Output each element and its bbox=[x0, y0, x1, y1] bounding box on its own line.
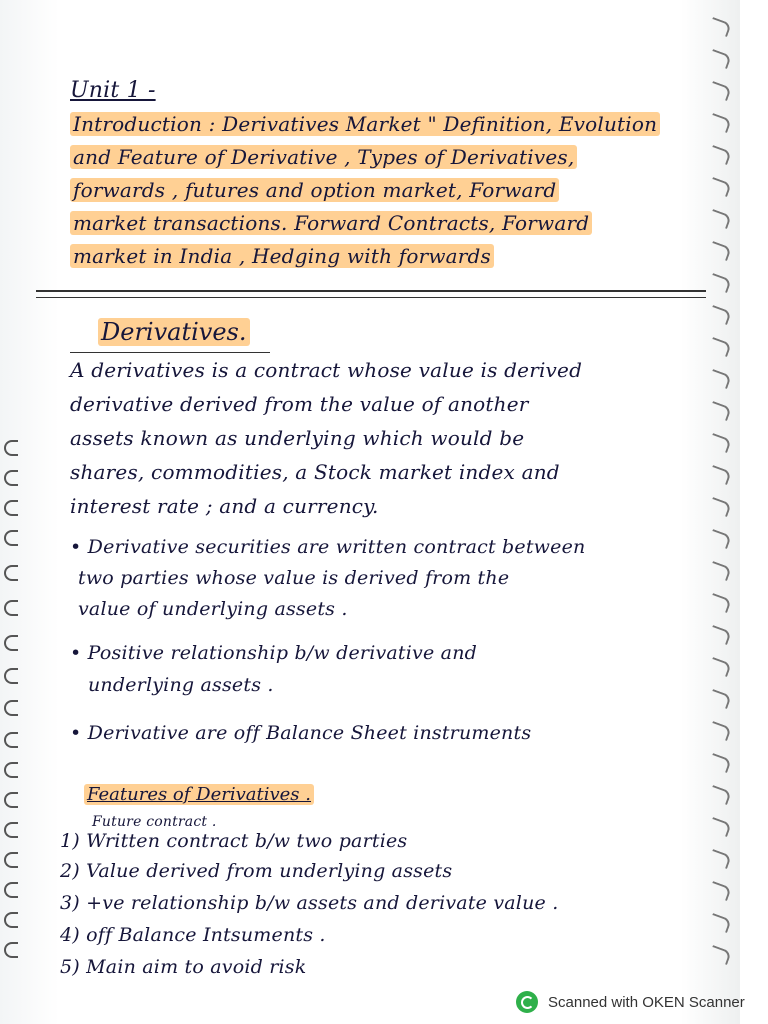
spiral-hole bbox=[708, 817, 732, 837]
intro-text: forwards , futures and option market, Forward bbox=[70, 178, 559, 202]
binding-mark bbox=[4, 942, 18, 958]
separator-line bbox=[36, 290, 706, 292]
features-note bbox=[92, 814, 217, 830]
binding-mark bbox=[4, 792, 18, 808]
spiral-hole bbox=[708, 881, 732, 901]
spiral-hole bbox=[708, 945, 732, 965]
feature-text: 3) +ve relationship b/w assets and derivate value . bbox=[60, 892, 559, 914]
spiral-hole bbox=[708, 241, 732, 261]
spiral-hole bbox=[708, 497, 732, 517]
definition-line bbox=[70, 358, 582, 382]
spiral-hole bbox=[708, 849, 732, 869]
spiral-hole bbox=[708, 305, 732, 325]
unit-title-text: Unit 1 - bbox=[70, 78, 156, 103]
definition-line bbox=[70, 460, 560, 484]
scanner-logo-icon bbox=[516, 991, 538, 1013]
feature-text: 2) Value derived from underlying assets bbox=[60, 860, 453, 882]
feature-item bbox=[60, 924, 326, 946]
spiral-hole bbox=[708, 593, 732, 613]
binding-mark bbox=[4, 500, 18, 516]
separator-line bbox=[36, 297, 706, 298]
feature-item bbox=[60, 956, 306, 978]
feature-item bbox=[60, 830, 407, 852]
spiral-hole bbox=[708, 17, 732, 37]
binding-mark bbox=[4, 882, 18, 898]
spiral-hole bbox=[708, 465, 732, 485]
bullet-line bbox=[78, 598, 348, 620]
features-note-text: Future contract . bbox=[92, 814, 217, 830]
spiral-hole bbox=[708, 913, 732, 933]
definition-text: shares, commodities, a Stock market index and bbox=[70, 460, 560, 484]
spiral-hole bbox=[708, 529, 732, 549]
spiral-hole bbox=[708, 561, 732, 581]
scanner-label: Scanned with OKEN Scanner bbox=[548, 993, 745, 1011]
spiral-hole bbox=[708, 657, 732, 677]
binding-mark bbox=[4, 732, 18, 748]
intro-line-4 bbox=[70, 211, 592, 235]
binding-mark bbox=[4, 635, 18, 651]
unit-title bbox=[70, 78, 156, 103]
definition-line bbox=[70, 494, 379, 518]
heading-underline bbox=[70, 352, 270, 353]
spiral-hole bbox=[708, 753, 732, 773]
bullet-line bbox=[88, 674, 274, 696]
intro-text: and Feature of Derivative , Types of Derivatives, bbox=[70, 145, 577, 169]
intro-text: market transactions. Forward Contracts, Forward bbox=[70, 211, 592, 235]
bullet-text: value of underlying assets . bbox=[78, 598, 348, 620]
spiral-hole bbox=[708, 689, 732, 709]
features-heading bbox=[84, 784, 314, 805]
feature-text: 5) Main aim to avoid risk bbox=[60, 956, 307, 978]
spiral-hole bbox=[708, 625, 732, 645]
feature-text: 1) Written contract b/w two parties bbox=[60, 830, 408, 852]
definition-text: derivative derived from the value of another bbox=[70, 392, 529, 416]
definition-text: assets known as underlying which would be bbox=[70, 426, 525, 450]
intro-text: Introduction : Derivatives Market " Definition, Evolution bbox=[70, 112, 660, 136]
bullet-text: • Positive relationship b/w derivative and bbox=[70, 642, 477, 664]
section-heading-text: Derivatives. bbox=[98, 318, 250, 346]
bullet-line bbox=[70, 536, 585, 558]
intro-line-1 bbox=[70, 112, 660, 136]
spiral-hole bbox=[708, 209, 732, 229]
intro-line-5 bbox=[70, 244, 494, 268]
binding-mark bbox=[4, 440, 18, 456]
spiral-hole bbox=[708, 337, 732, 357]
bullet-line bbox=[70, 642, 477, 664]
section-heading bbox=[98, 318, 250, 346]
intro-text: market in India , Hedging with forwards bbox=[70, 244, 494, 268]
definition-line bbox=[70, 426, 524, 450]
binding-mark bbox=[4, 822, 18, 838]
spiral-hole bbox=[708, 721, 732, 741]
spiral-hole bbox=[708, 49, 732, 69]
bullet-line bbox=[70, 722, 531, 744]
feature-item bbox=[60, 892, 558, 914]
spiral-hole bbox=[708, 177, 732, 197]
definition-text: interest rate ; and a currency. bbox=[70, 494, 379, 518]
spiral-hole bbox=[708, 401, 732, 421]
definition-text: A derivatives is a contract whose value is derived bbox=[70, 358, 583, 382]
spiral-hole bbox=[708, 785, 732, 805]
spiral-hole bbox=[708, 369, 732, 389]
features-heading-text: Features of Derivatives . bbox=[84, 784, 314, 805]
binding-mark bbox=[4, 762, 18, 778]
binding-mark bbox=[4, 852, 18, 868]
feature-text: 4) off Balance Intsuments . bbox=[60, 924, 326, 946]
spiral-binding bbox=[710, 20, 736, 980]
binding-mark bbox=[4, 470, 18, 486]
spiral-hole bbox=[708, 113, 732, 133]
spiral-hole bbox=[708, 145, 732, 165]
feature-item bbox=[60, 860, 452, 882]
intro-line-3 bbox=[70, 178, 559, 202]
binding-mark bbox=[4, 600, 18, 616]
spiral-hole bbox=[708, 273, 732, 293]
binding-mark bbox=[4, 530, 18, 546]
intro-line-2 bbox=[70, 145, 577, 169]
binding-mark bbox=[4, 700, 18, 716]
bullet-text: • Derivative securities are written contract between bbox=[70, 536, 586, 558]
spiral-hole bbox=[708, 81, 732, 101]
bullet-line bbox=[78, 567, 509, 589]
binding-mark bbox=[4, 668, 18, 684]
bullet-text: two parties whose value is derived from the bbox=[78, 567, 510, 589]
binding-mark bbox=[4, 565, 18, 581]
spiral-hole bbox=[708, 433, 732, 453]
bullet-text: underlying assets . bbox=[88, 674, 274, 696]
scanner-watermark bbox=[516, 990, 745, 1014]
definition-line bbox=[70, 392, 529, 416]
binding-mark bbox=[4, 912, 18, 928]
bullet-text: • Derivative are off Balance Sheet instruments bbox=[70, 722, 532, 744]
